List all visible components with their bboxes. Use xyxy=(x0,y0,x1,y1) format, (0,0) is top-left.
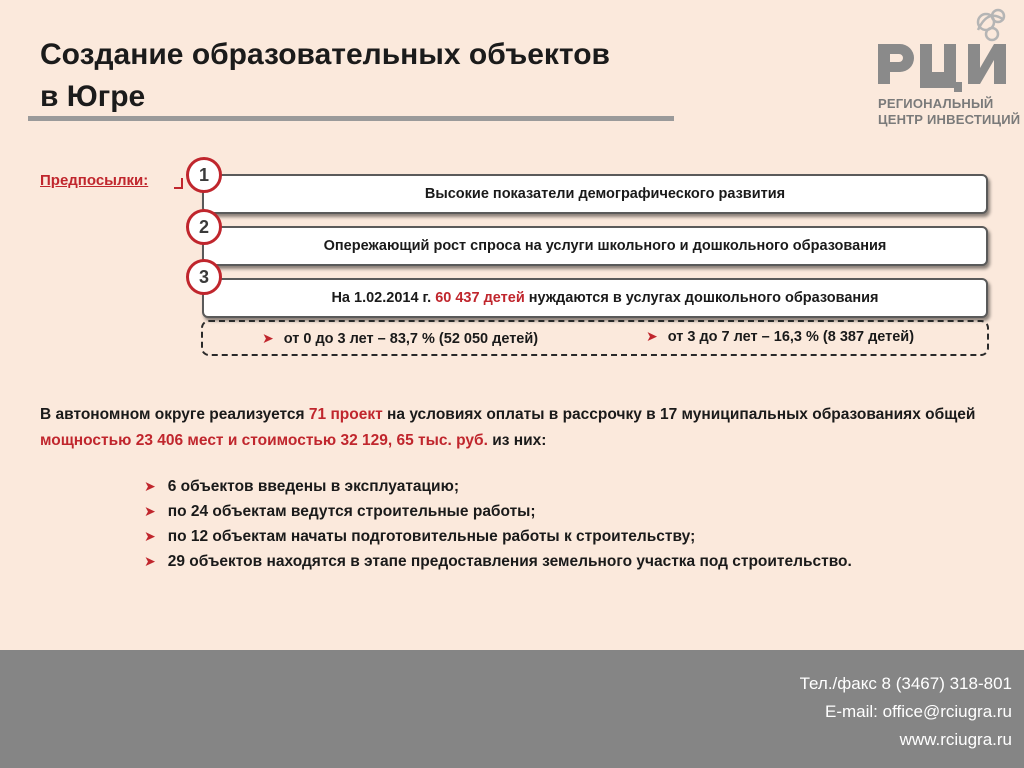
list-item xyxy=(144,499,852,524)
premise-text-3-highlight: 60 437 детей xyxy=(435,290,525,306)
list-item-text: по 24 объектам ведутся строительные работы; xyxy=(167,502,536,520)
page-title xyxy=(40,34,680,118)
age-breakdown-item-1 xyxy=(262,330,538,347)
premise-bar-2 xyxy=(202,226,988,266)
paragraph-highlight-capacity: мощностью 23 406 мест и стоимостью 32 129, 65 тыс. руб. xyxy=(40,432,488,449)
list-item-text: по 12 объектам начаты подготовительные работы к строительству; xyxy=(167,527,696,545)
list-item-text: 29 объектов находятся в этапе предоставления земельного участка под строительство. xyxy=(167,552,852,570)
arrow-bullet-icon: ➤ xyxy=(144,503,156,519)
title-line-2: в Югре xyxy=(40,80,146,113)
contact-email[interactable]: E-mail: office@rciugra.ru xyxy=(825,702,1012,721)
status-bullet-list xyxy=(144,474,852,574)
premise-bar-3 xyxy=(202,278,988,318)
premise-text-3-before: На 1.02.2014 г. xyxy=(331,290,432,306)
logo-text-line-1: РЕГИОНАЛЬНЫЙ xyxy=(878,96,994,111)
age-breakdown-text-1: от 0 до 3 лет – 83,7 % (52 050 детей) xyxy=(283,330,539,347)
contact-phone: Тел./факс 8 (3467) 318-801 xyxy=(799,674,1012,693)
premise-number-2: 2 xyxy=(186,209,222,245)
premise-bar-1 xyxy=(202,174,988,214)
list-item xyxy=(144,549,852,574)
rci-logo xyxy=(874,4,1024,134)
arrow-bullet-icon: ➤ xyxy=(144,553,156,569)
age-breakdown-item-2 xyxy=(646,328,914,345)
arrow-bullet-icon: ➤ xyxy=(144,528,156,544)
logo-text-line-2: ЦЕНТР ИНВЕСТИЦИЙ xyxy=(878,112,1021,127)
arrow-bullet-icon: ➤ xyxy=(144,478,156,494)
list-item xyxy=(144,474,852,499)
rci-logo-mark-icon xyxy=(874,4,1024,94)
list-item-text: 6 объектов введены в эксплуатацию; xyxy=(167,477,459,495)
paragraph-part-3: из них: xyxy=(492,432,547,449)
title-line-1: Создание образовательных объектов xyxy=(40,38,610,71)
arrow-bullet-icon: ➤ xyxy=(646,328,658,344)
arrow-bullet-icon: ➤ xyxy=(262,330,274,346)
premise-text-1: Высокие показатели демографического развития xyxy=(424,186,786,202)
age-breakdown-text-2: от 3 до 7 лет – 16,3 % (8 387 детей) xyxy=(667,328,915,345)
paragraph-highlight-projects: 71 проект xyxy=(308,406,383,423)
premise-text-2: Опережающий рост спроса на услуги школьного и дошкольного образования xyxy=(323,238,887,254)
premises-label: Предпосылки: xyxy=(40,172,149,189)
paragraph-part-2: на условиях оплаты в рассрочку в 17 муниципальных образованиях общей xyxy=(387,406,976,423)
footer xyxy=(0,650,1024,768)
premise-number-3: 3 xyxy=(186,259,222,295)
projects-paragraph xyxy=(40,402,990,454)
contact-website[interactable]: www.rciugra.ru xyxy=(899,730,1012,749)
premise-text-3-after: нуждаются в услугах дошкольного образования xyxy=(528,290,879,306)
title-underline xyxy=(28,116,674,121)
list-item xyxy=(144,524,852,549)
premise-number-1: 1 xyxy=(186,157,222,193)
paragraph-part-1: В автономном округе реализуется xyxy=(40,406,305,423)
